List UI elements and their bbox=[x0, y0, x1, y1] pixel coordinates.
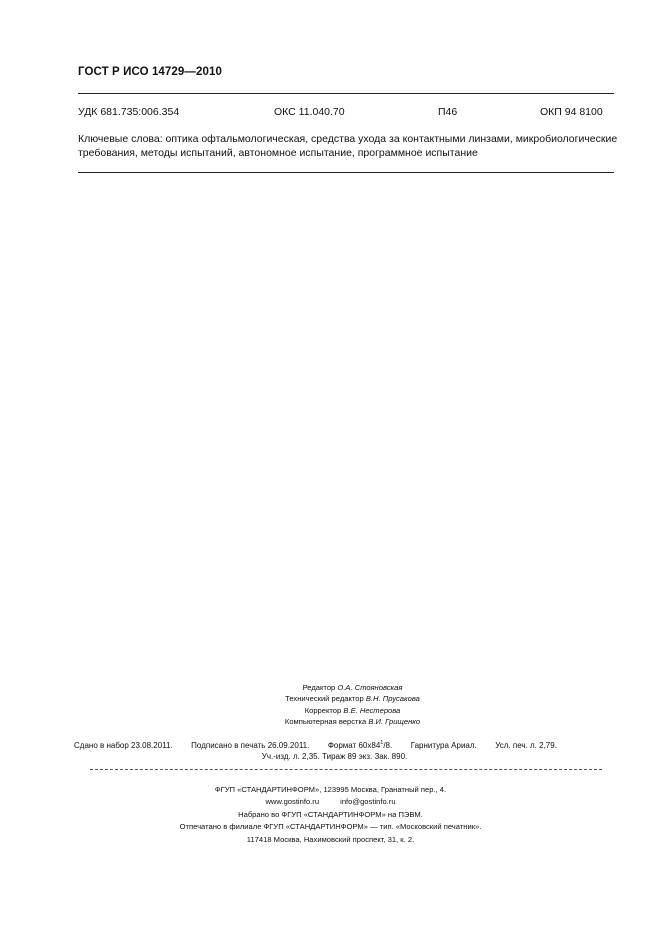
publisher-printer-address: 117418 Москва, Нахимовский проспект, 31, к. 2. bbox=[246, 834, 415, 844]
top-rule bbox=[78, 93, 614, 94]
udk-code: УДК 681.735:006.354 bbox=[78, 106, 180, 118]
oks-code: ОКС 11.040.70 bbox=[274, 106, 345, 118]
imprint-sheets: Усл. печ. л. 2,79. bbox=[495, 740, 557, 750]
publisher-printed: Отпечатано в филиале ФГУП «СТАНДАРТИНФОРМ» — тип. «Московский печатник». bbox=[179, 822, 482, 832]
imprint-sent: Сдано в набор 23.08.2011. bbox=[74, 740, 173, 750]
publisher-typeset: Набрано во ФГУП «СТАНДАРТИНФОРМ» на ПЭВМ. bbox=[238, 809, 423, 819]
publisher-block bbox=[0, 784, 661, 846]
credit-tech-editor: Технический редактор В.Н. Прусакова bbox=[285, 694, 420, 704]
credit-proofreader: Корректор В.Е. Нестерова bbox=[304, 705, 401, 715]
publisher-web: www.gostinfo.ru info@gostinfo.ru bbox=[265, 797, 396, 807]
editorial-credits bbox=[0, 682, 661, 728]
imprint-line-1 bbox=[74, 740, 557, 750]
dashed-rule bbox=[90, 769, 602, 770]
credit-layout: Компьютерная верстка В.И. Грищенко bbox=[284, 717, 421, 727]
okp-code: ОКП 94 8100 bbox=[540, 106, 603, 118]
imprint-signed: Подписано в печать 26.09.2011. bbox=[191, 740, 310, 750]
document-number: ГОСТ Р ИСО 14729—2010 bbox=[78, 66, 223, 78]
keywords-paragraph: Ключевые слова: оптика офтальмологическая, средства ухода за контактными линзами, микробиологические требования, методы испытаний, автономное испытание, программное испытание bbox=[78, 133, 618, 159]
group-code: П46 bbox=[438, 106, 458, 118]
publisher-address: ФГУП «СТАНДАРТИНФОРМ», 123995 Москва, Гранатный пер., 4. bbox=[214, 785, 447, 794]
imprint-format: Формат $60х84^1/8$. bbox=[327, 740, 393, 750]
imprint-typeface: Гарнитура Ариал. bbox=[410, 740, 477, 750]
keywords-rule bbox=[78, 172, 614, 173]
imprint-line-2: Уч.-изд. л. 2,35. Тираж 89 экз. Зак. 890. bbox=[261, 752, 408, 761]
credit-editor: Редактор О.А. Стояновская bbox=[302, 683, 403, 692]
